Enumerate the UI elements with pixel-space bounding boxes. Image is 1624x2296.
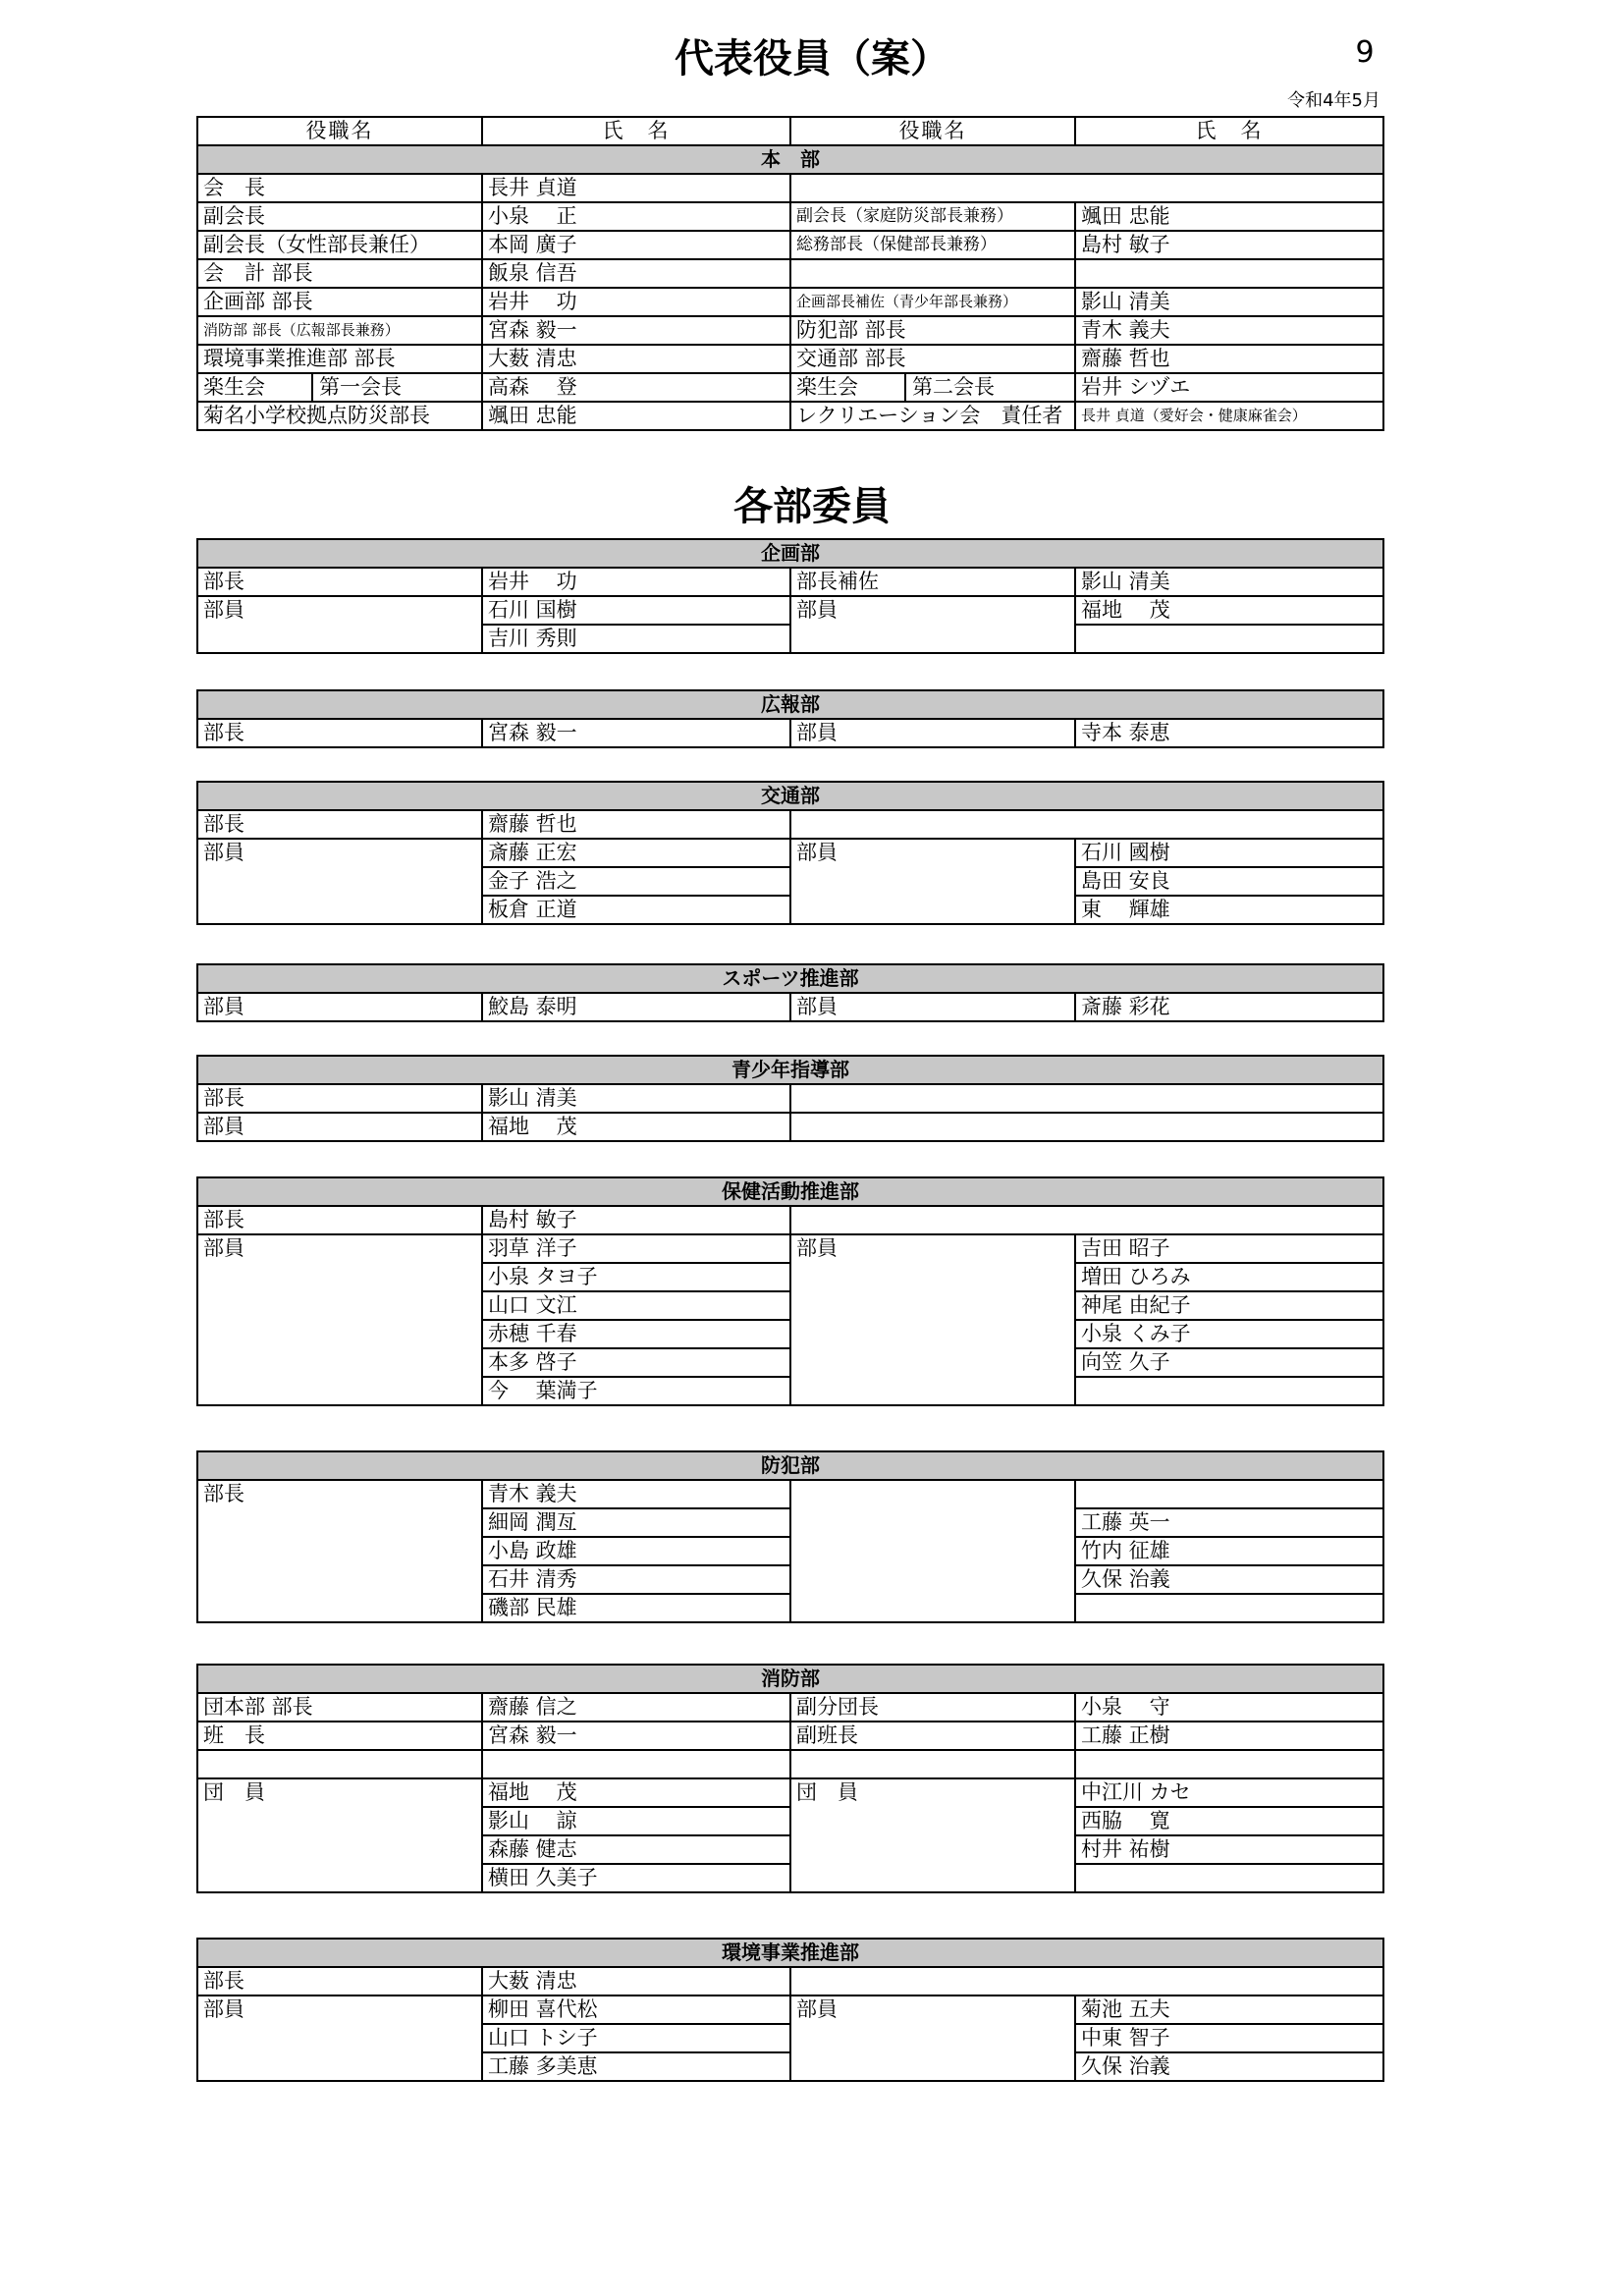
name-cell: 石川 國樹 — [1075, 839, 1383, 867]
name-cell: 磯部 民雄 — [482, 1594, 790, 1622]
name-cell: 宮森 毅一 — [482, 719, 790, 747]
table-row — [197, 1750, 1383, 1778]
sports-table — [196, 963, 1384, 1022]
section-header-kikaku: 企画部 — [197, 539, 1383, 568]
table-row — [197, 402, 1383, 430]
name-cell: 寺本 泰恵 — [1075, 719, 1383, 747]
name-cell: 影山 清美 — [1075, 288, 1383, 316]
role-cell: 部長 — [197, 1084, 482, 1113]
name-cell: 山口 文江 — [482, 1291, 790, 1320]
name-cell: 金子 浩之 — [482, 867, 790, 896]
role-cell: 交通部 部長 — [790, 345, 1075, 373]
name-cell: 菊池 五夫 — [1075, 1995, 1383, 2024]
section-header-shoubou: 消防部 — [197, 1665, 1383, 1693]
role-cell: 部長 — [197, 1967, 482, 1995]
seishounen-table — [196, 1055, 1384, 1142]
role-cell: 環境事業推進部 部長 — [197, 345, 482, 373]
role-cell: 部員 — [790, 596, 1075, 653]
name-cell: 小泉 くみ子 — [1075, 1320, 1383, 1348]
name-cell: 山口 トシ子 — [482, 2024, 790, 2052]
table-row — [197, 1234, 1383, 1263]
name-cell — [1075, 1864, 1383, 1892]
name-cell: 長井 貞道 — [482, 174, 790, 202]
name-cell: 横田 久美子 — [482, 1864, 790, 1892]
kikaku-table — [196, 538, 1384, 654]
empty-cell — [790, 1967, 1383, 1995]
kankyou-table — [196, 1938, 1384, 2082]
document-date: 令和4年5月 — [1287, 90, 1380, 111]
kouhou-table — [196, 689, 1384, 748]
role-cell: 部員 — [197, 839, 482, 924]
name-cell: 飯泉 信吾 — [482, 259, 790, 288]
table-row — [197, 993, 1383, 1021]
section-header-koutsu: 交通部 — [197, 782, 1383, 810]
section-header-seishounen: 青少年指導部 — [197, 1056, 1383, 1084]
name-cell: 細岡 潤亙 — [482, 1508, 790, 1537]
role-cell: 部員 — [197, 1234, 482, 1405]
name-cell: 工藤 英一 — [1075, 1508, 1383, 1537]
section-header-bouhan: 防犯部 — [197, 1451, 1383, 1480]
page-title: 代表役員（案） — [675, 36, 949, 82]
name-cell: 齋藤 信之 — [482, 1693, 790, 1722]
name-cell: 久保 治義 — [1075, 2052, 1383, 2081]
role-cell: 会 長 — [197, 174, 482, 202]
role-cell: 企画部 部長 — [197, 288, 482, 316]
table-row — [197, 1480, 1383, 1508]
role-label: 楽生会 — [203, 375, 265, 399]
hoken-table — [196, 1176, 1384, 1406]
empty-cell — [790, 1206, 1383, 1234]
name-cell: 颯田 忠能 — [482, 402, 790, 430]
name-cell: 島村 敏子 — [1075, 231, 1383, 259]
section-header-sports: スポーツ推進部 — [197, 964, 1383, 993]
empty-cell — [790, 1750, 1075, 1778]
name-cell: 向笠 久子 — [1075, 1348, 1383, 1377]
table-row — [197, 373, 1383, 402]
empty-cell — [790, 1113, 1383, 1141]
table-row — [197, 1995, 1383, 2024]
name-cell: 齋藤 哲也 — [482, 810, 790, 839]
name-cell: 青木 義夫 — [482, 1480, 790, 1508]
name-cell: 高森 登 — [482, 373, 790, 402]
col-header-name: 氏 名 — [1075, 117, 1383, 145]
name-cell: 村井 祐樹 — [1075, 1835, 1383, 1864]
name-cell: 斎藤 彩花 — [1075, 993, 1383, 1021]
role-label: 楽生会 — [796, 375, 858, 399]
role-cell — [790, 373, 1075, 402]
officers-table — [196, 116, 1384, 431]
role-cell: 総務部長（保健部長兼務） — [790, 231, 1075, 259]
name-cell — [1075, 1377, 1383, 1405]
col-header-role: 役職名 — [790, 117, 1075, 145]
role-cell: 副班長 — [790, 1722, 1075, 1750]
name-cell: 板倉 正道 — [482, 896, 790, 924]
section-title: 各部委員 — [733, 484, 891, 529]
name-cell: 颯田 忠能 — [1075, 202, 1383, 231]
role-cell: 団本部 部長 — [197, 1693, 482, 1722]
table-row — [197, 288, 1383, 316]
name-cell — [1075, 625, 1383, 653]
name-cell: 本多 啓子 — [482, 1348, 790, 1377]
name-cell: 福地 茂 — [482, 1778, 790, 1807]
empty-cell — [790, 174, 1383, 202]
table-row — [197, 202, 1383, 231]
name-cell: 岩井 シヅエ — [1075, 373, 1383, 402]
role-cell: 部長 — [197, 810, 482, 839]
table-row — [197, 174, 1383, 202]
name-cell: 小泉 正 — [482, 202, 790, 231]
table-row — [197, 1778, 1383, 1807]
role-cell: 部長 — [197, 568, 482, 596]
name-cell: 岩井 功 — [482, 288, 790, 316]
name-cell: 宮森 毅一 — [482, 1722, 790, 1750]
role-cell: 部員 — [790, 839, 1075, 924]
empty-cell — [1075, 259, 1383, 288]
name-cell: 工藤 正樹 — [1075, 1722, 1383, 1750]
table-row — [197, 839, 1383, 867]
role-sublabel: 第二会長 — [904, 374, 995, 401]
role-cell: 団 員 — [197, 1778, 482, 1892]
role-cell: 班 長 — [197, 1722, 482, 1750]
role-cell: 副会長 — [197, 202, 482, 231]
name-cell: 増田 ひろみ — [1075, 1263, 1383, 1291]
table-row — [197, 1206, 1383, 1234]
name-cell: 小泉 タヨ子 — [482, 1263, 790, 1291]
name-cell: 工藤 多美恵 — [482, 2052, 790, 2081]
name-cell: 影山 清美 — [1075, 568, 1383, 596]
role-cell: 部員 — [790, 1234, 1075, 1405]
name-cell: 中東 智子 — [1075, 2024, 1383, 2052]
name-cell: 鮫島 泰明 — [482, 993, 790, 1021]
name-cell: 島田 安良 — [1075, 867, 1383, 896]
bouhan-table — [196, 1450, 1384, 1623]
name-cell: 島村 敏子 — [482, 1206, 790, 1234]
name-cell: 本岡 廣子 — [482, 231, 790, 259]
role-cell: 部員 — [197, 993, 482, 1021]
name-cell: 柳田 喜代松 — [482, 1995, 790, 2024]
role-cell: 部長 — [197, 719, 482, 747]
name-cell: 赤穂 千春 — [482, 1320, 790, 1348]
table-row — [197, 1722, 1383, 1750]
table-row — [197, 719, 1383, 747]
section-header-kouhou: 広報部 — [197, 690, 1383, 719]
table-row — [197, 259, 1383, 288]
role-cell — [197, 373, 482, 402]
name-cell: 大薮 清忠 — [482, 1967, 790, 1995]
name-cell: 久保 治義 — [1075, 1565, 1383, 1594]
name-cell: 宮森 毅一 — [482, 316, 790, 345]
name-cell: 竹内 征雄 — [1075, 1537, 1383, 1565]
role-cell: 部員 — [197, 1113, 482, 1141]
koutsu-table — [196, 781, 1384, 925]
role-cell: 部長 — [197, 1480, 482, 1622]
table-row — [197, 1693, 1383, 1722]
name-cell: 神尾 由紀子 — [1075, 1291, 1383, 1320]
role-cell: 部長 — [197, 1206, 482, 1234]
name-cell: 東 輝雄 — [1075, 896, 1383, 924]
role-cell: 企画部長補佐（青少年部長兼務） — [790, 288, 1075, 316]
empty-cell — [197, 1750, 482, 1778]
role-cell: 団 員 — [790, 1778, 1075, 1892]
name-cell: 羽草 洋子 — [482, 1234, 790, 1263]
empty-cell — [790, 259, 1075, 288]
page-number: 9 — [1355, 35, 1375, 70]
empty-cell — [1075, 1480, 1383, 1508]
table-row — [197, 1113, 1383, 1141]
section-header-honbu: 本 部 — [197, 145, 1383, 174]
empty-cell — [790, 810, 1383, 839]
name-cell: 福地 茂 — [1075, 596, 1383, 625]
name-cell: 西脇 寛 — [1075, 1807, 1383, 1835]
table-row — [197, 1967, 1383, 1995]
name-cell: 影山 諒 — [482, 1807, 790, 1835]
name-cell: 吉川 秀則 — [482, 625, 790, 653]
shoubou-table — [196, 1664, 1384, 1893]
table-row — [197, 596, 1383, 625]
role-cell: 消防部 部長（広報部長兼務） — [197, 316, 482, 345]
name-cell: 長井 貞道（愛好会・健康麻雀会） — [1075, 402, 1383, 430]
name-cell: 小泉 守 — [1075, 1693, 1383, 1722]
name-cell: 今 葉満子 — [482, 1377, 790, 1405]
name-cell: 中江川 カセ — [1075, 1778, 1383, 1807]
col-header-role: 役職名 — [197, 117, 482, 145]
role-sublabel: 第一会長 — [311, 374, 402, 401]
name-cell: 大薮 清忠 — [482, 345, 790, 373]
table-row — [197, 568, 1383, 596]
name-cell: 齋藤 哲也 — [1075, 345, 1383, 373]
name-cell — [1075, 1594, 1383, 1622]
section-header-kankyou: 環境事業推進部 — [197, 1939, 1383, 1967]
table-row — [197, 1084, 1383, 1113]
name-cell: 小島 政雄 — [482, 1537, 790, 1565]
header-row — [197, 117, 1383, 145]
table-row — [197, 810, 1383, 839]
role-cell: 部員 — [197, 1995, 482, 2081]
table-row — [197, 316, 1383, 345]
name-cell: 石川 国樹 — [482, 596, 790, 625]
role-cell: 副会長（女性部長兼任） — [197, 231, 482, 259]
section-header-hoken: 保健活動推進部 — [197, 1177, 1383, 1206]
empty-cell — [790, 1480, 1075, 1622]
table-row — [197, 345, 1383, 373]
role-cell: 副会長（家庭防災部長兼務） — [790, 202, 1075, 231]
empty-cell — [1075, 1750, 1383, 1778]
table-row — [197, 231, 1383, 259]
col-header-name: 氏 名 — [482, 117, 790, 145]
role-cell: 菊名小学校拠点防災部長 — [197, 402, 482, 430]
name-cell: 青木 義夫 — [1075, 316, 1383, 345]
name-cell: 石井 清秀 — [482, 1565, 790, 1594]
role-cell: 部員 — [790, 719, 1075, 747]
role-cell: 部員 — [197, 596, 482, 653]
role-cell: 副分団長 — [790, 1693, 1075, 1722]
name-cell: 斎藤 正宏 — [482, 839, 790, 867]
role-cell: 防犯部 部長 — [790, 316, 1075, 345]
name-cell: 吉田 昭子 — [1075, 1234, 1383, 1263]
role-cell: 部員 — [790, 993, 1075, 1021]
role-cell: 会 計 部長 — [197, 259, 482, 288]
name-cell: 影山 清美 — [482, 1084, 790, 1113]
name-cell: 森藤 健志 — [482, 1835, 790, 1864]
name-cell: 福地 茂 — [482, 1113, 790, 1141]
role-cell: 部員 — [790, 1995, 1075, 2081]
empty-cell — [482, 1750, 790, 1778]
empty-cell — [790, 1084, 1383, 1113]
name-cell: 岩井 功 — [482, 568, 790, 596]
role-cell: レクリエーション会 責任者 — [790, 402, 1075, 430]
role-cell: 部長補佐 — [790, 568, 1075, 596]
